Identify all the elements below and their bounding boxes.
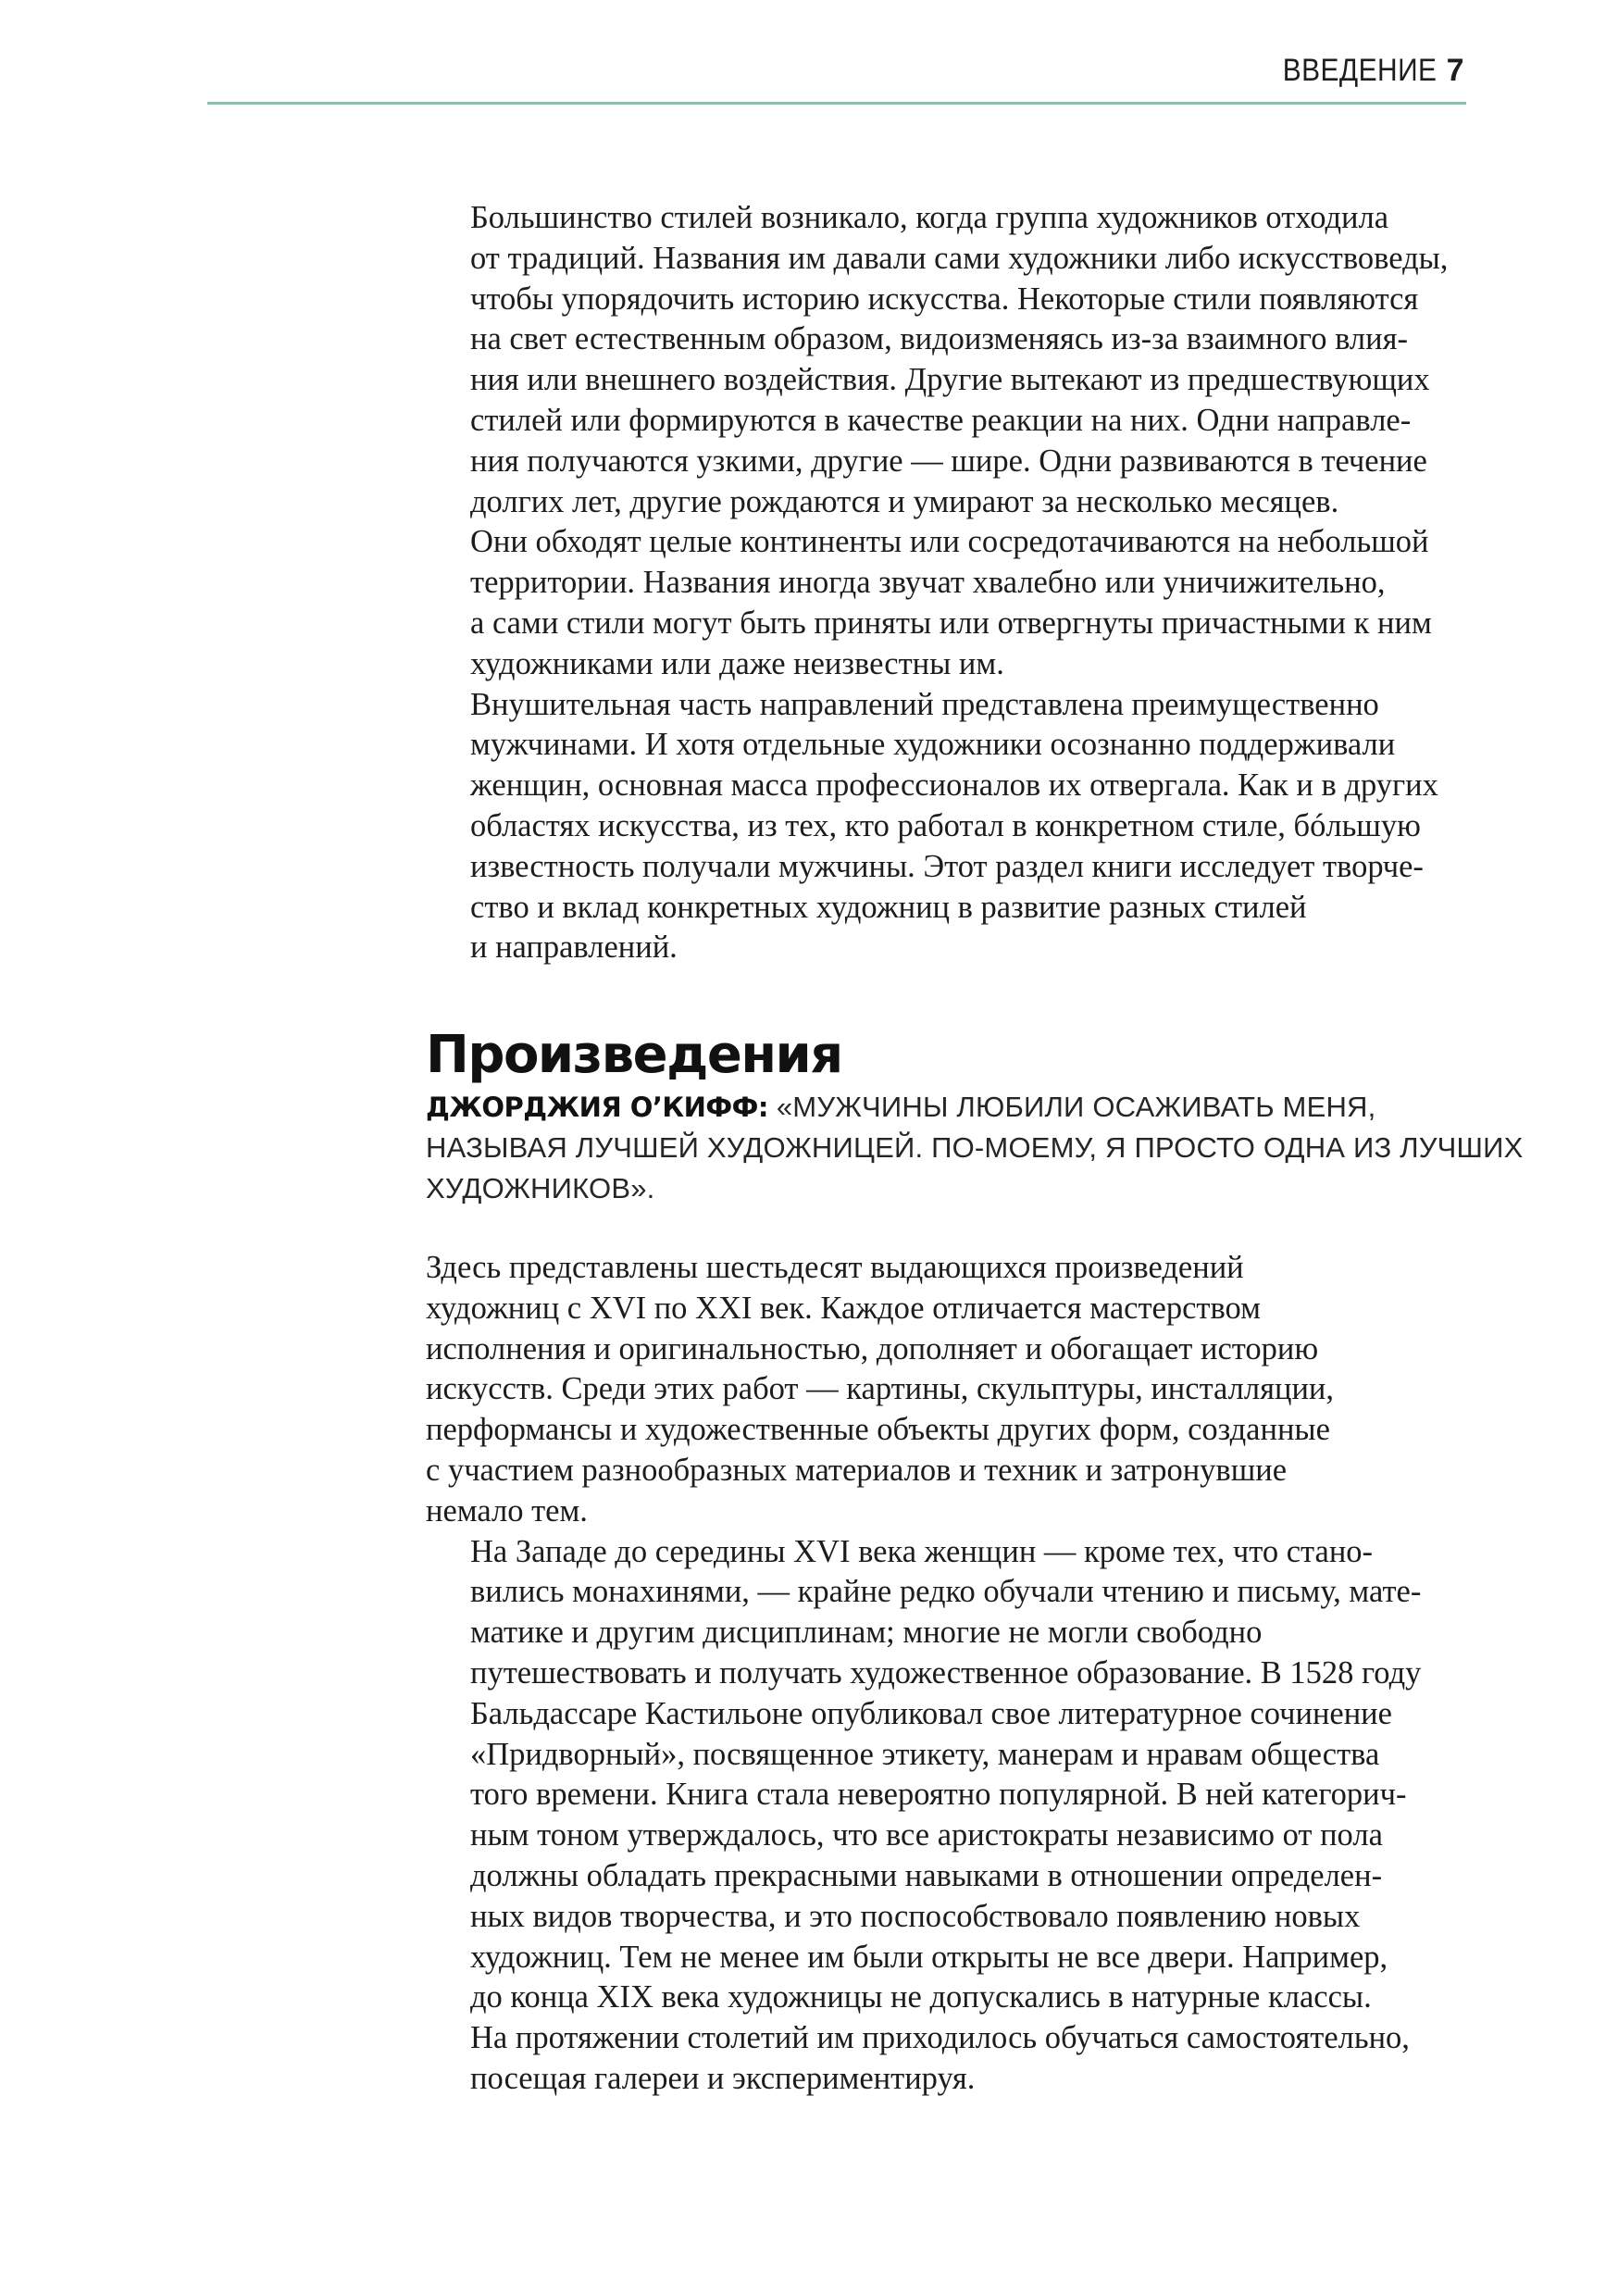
text-line: территории. Названия иногда звучат хвалебно или уничижительно,	[470, 565, 1386, 601]
text-line: художниц. Тем не менее им были открыты не все двери. Например,	[470, 1939, 1388, 1975]
text-line: ство и вклад конкретных художниц в развитие разных стилей	[470, 889, 1307, 925]
intro-text	[426, 198, 1472, 968]
section-paragraph-2	[426, 1532, 1472, 2100]
quote-text: «МУЖЧИНЫ ЛЮБИЛИ ОСАЖИВАТЬ МЕНЯ,	[776, 1091, 1376, 1123]
text-line: ным тоном утверждалось, что все аристократы независимо от пола	[470, 1817, 1383, 1853]
text-line: и направлений.	[470, 930, 678, 966]
text-line: художниками или даже неизвестны им.	[470, 645, 1004, 681]
epigraph-line: ХУДОЖНИКОВ».	[426, 1172, 655, 1204]
running-head	[0, 52, 1464, 89]
quote-author: ДЖОРДЖИЯ О’КИФФ:	[426, 1092, 769, 1123]
text-line: областях искусства, из тех, кто работал в конкретном стиле, бóльшую	[470, 807, 1421, 843]
text-line: от традиций. Названия им давали сами художники либо искусствоведы,	[470, 240, 1449, 276]
text-line: с участием разнообразных материалов и техник и затронувшие	[426, 1452, 1288, 1488]
text-line: вились монахинями, — крайне редко обучали чтению и письму, мате-	[470, 1574, 1422, 1610]
text-line: известность получали мужчины. Этот раздел книги исследует творче-	[470, 848, 1424, 884]
section-paragraph-1	[426, 1248, 1472, 1532]
section-heading: Произведения	[426, 1025, 842, 1085]
text-line: до конца XIX века художницы не допускались в натурные классы.	[470, 1979, 1372, 2015]
header-rule	[207, 102, 1466, 105]
epigraph-quote	[426, 1087, 1524, 1209]
intro-paragraph-1	[426, 198, 1472, 685]
text-line: посещая галереи и экспериментируя.	[470, 2060, 976, 2096]
text-line: ных видов творчества, и это поспособствовало появлению новых	[470, 1898, 1361, 1934]
text-line: должны обладать прекрасными навыками в отношении определен-	[470, 1857, 1383, 1893]
text-line: На протяжении столетий им приходилось обучаться самостоятельно,	[470, 2020, 1410, 2056]
intro-paragraph-2	[426, 685, 1472, 969]
text-line: Они обходят целые континенты или сосредотачиваются на небольшой	[470, 524, 1429, 560]
running-head-section: ВВЕДЕНИЕ	[1282, 53, 1438, 88]
text-line: стилей или формируются в качестве реакции на них. Одни направле-	[470, 402, 1412, 438]
text-line: чтобы упорядочить историю искусства. Некоторые стили появляются	[470, 281, 1419, 317]
text-line: а сами стили могут быть приняты или отвергнуты причастными к ним	[470, 605, 1432, 641]
text-line: художниц с XVI по XXI век. Каждое отличается мастерством	[426, 1290, 1261, 1326]
text-line: искусств. Среди этих работ — картины, скульптуры, инсталляции,	[426, 1371, 1334, 1407]
text-line: путешествовать и получать художественное образование. В 1528 году	[470, 1654, 1422, 1691]
text-line: Здесь представлены шестьдесят выдающихся произведений	[426, 1250, 1244, 1285]
epigraph-line: НАЗЫВАЯ ЛУЧШЕЙ ХУДОЖНИЦЕЙ. ПО-МОЕМУ, Я ПРОСТО ОДНА ИЗ ЛУЧШИХ	[426, 1131, 1524, 1164]
text-line: Большинство стилей возникало, когда группа художников отходила	[470, 200, 1389, 235]
text-line: немало тем.	[426, 1492, 588, 1529]
text-line: ния или внешнего воздействия. Другие вытекают из предшествующих	[470, 362, 1430, 398]
page-number: 7	[1446, 53, 1464, 88]
text-line: ния получаются узкими, другие — шире. Одни развиваются в течение	[470, 443, 1427, 479]
epigraph-line	[426, 1087, 1481, 1128]
text-line: женщин, основная масса профессионалов их отвергала. Как и в других	[470, 767, 1438, 804]
text-line: на свет естественным образом, видоизменяясь из-за взаимного влия-	[470, 321, 1408, 357]
text-line: того времени. Книга стала невероятно популярной. В ней категорич-	[470, 1777, 1407, 1813]
text-line: мужчинами. И хотя отдельные художники осознанно поддерживали	[470, 727, 1396, 763]
text-line: Внушительная часть направлений представлена преимущественно	[470, 686, 1379, 722]
section-text	[426, 1248, 1472, 2100]
text-line: матике и другим дисциплинам; многие не могли свободно	[470, 1615, 1263, 1651]
text-line: перформансы и художественные объекты других форм, созданные	[426, 1412, 1330, 1448]
text-line: На Западе до середины XVI века женщин — кроме тех, что стано-	[470, 1533, 1374, 1569]
text-line: долгих лет, другие рождаются и умирают за несколько месяцев.	[470, 483, 1339, 519]
text-line: «Придворный», посвященное этикету, манерам и нравам общества	[470, 1736, 1380, 1772]
text-line: Бальдассаре Кастильоне опубликовал свое литературное сочинение	[470, 1695, 1392, 1731]
text-line: исполнения и оригинальностью, дополняет и обогащает историю	[426, 1330, 1319, 1366]
